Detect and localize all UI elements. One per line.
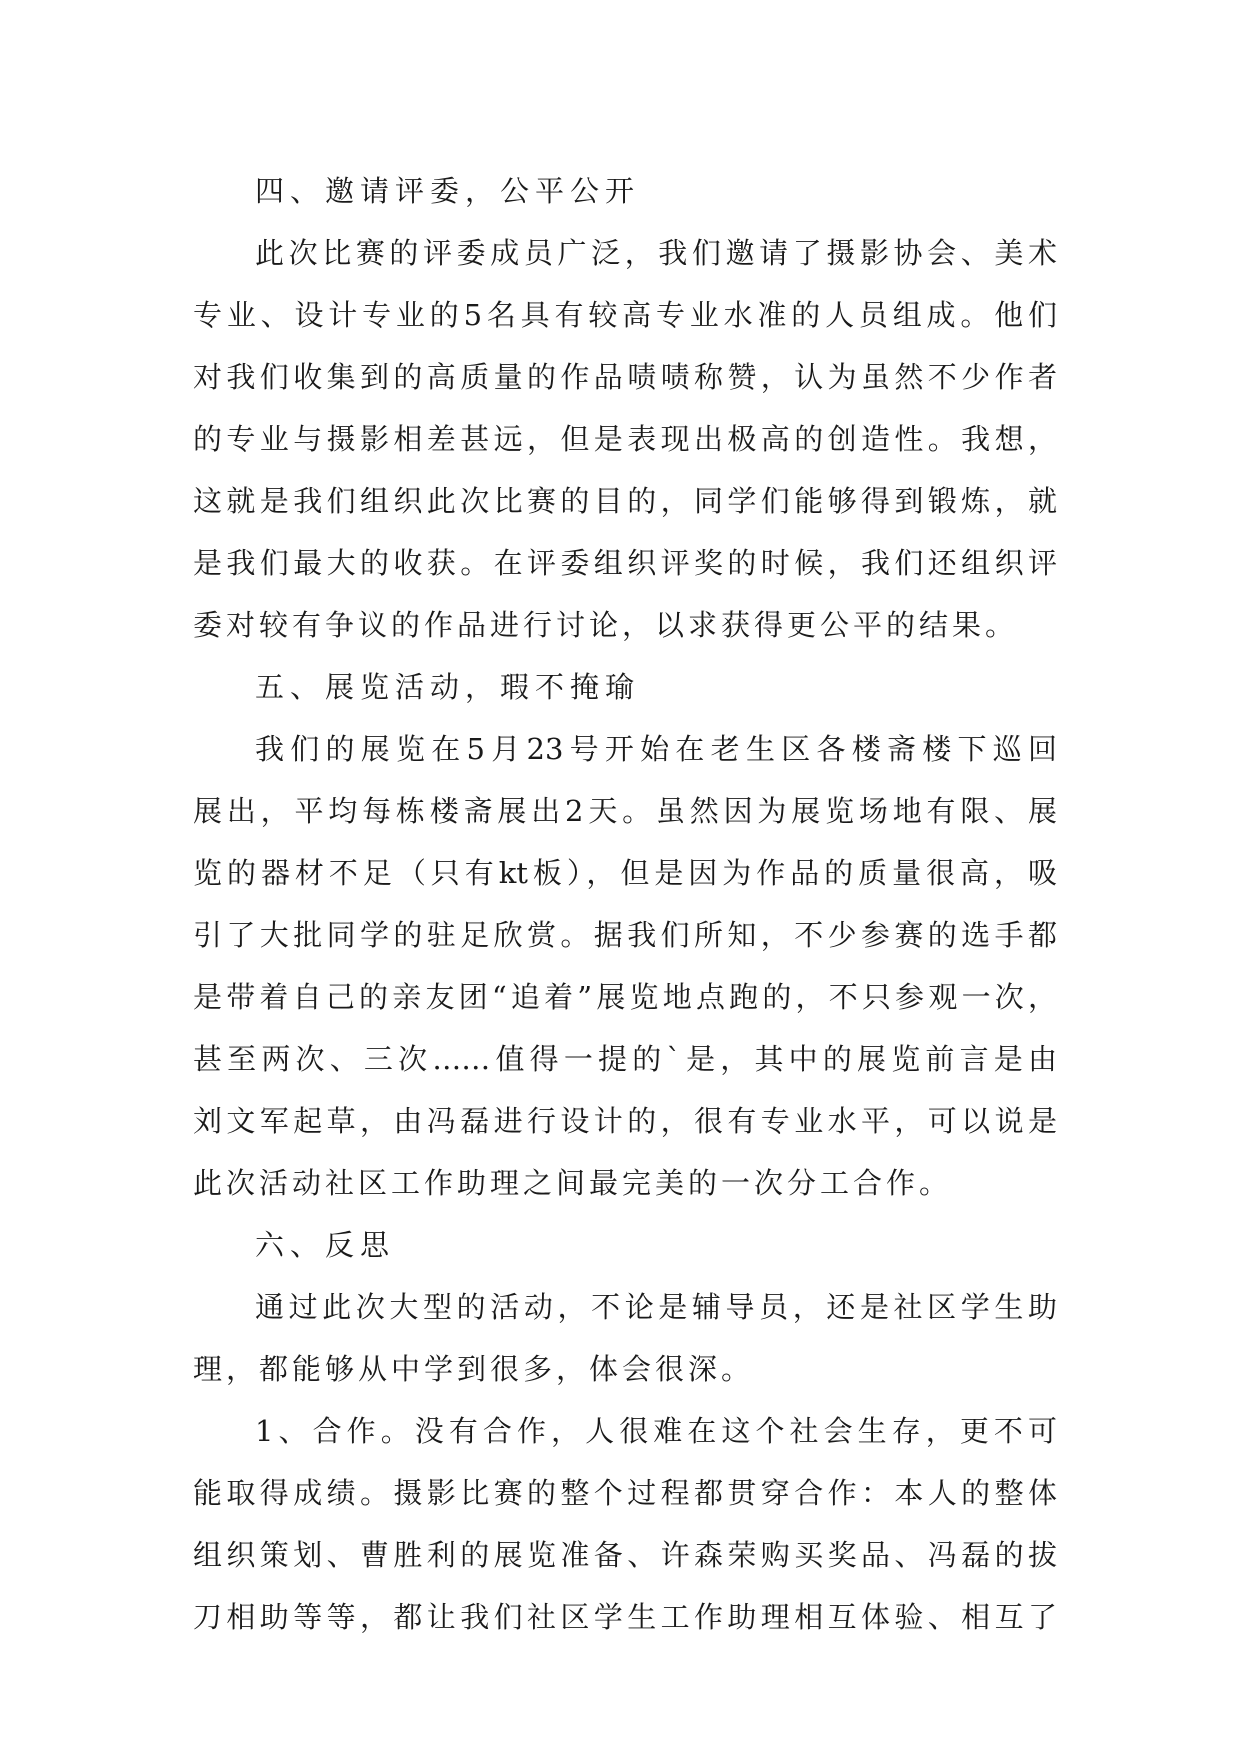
paragraph-line: 这就是我们组织此次比赛的目的，同学们能够得到锻炼，就	[193, 484, 1057, 518]
paragraph-line: 专业、设计专业的5名具有较高专业水准的人员组成。他们	[193, 298, 1057, 332]
paragraph-line: 览的器材不足（只有kt板），但是因为作品的质量很高，吸	[193, 856, 1057, 890]
paragraph-line: 是我们最大的收获。在评委组织评奖的时候，我们还组织评	[193, 546, 1057, 580]
paragraph-line: 1、合作。没有合作，人很难在这个社会生存，更不可	[255, 1414, 1057, 1448]
document-page	[193, 160, 1057, 1648]
paragraph-line: 刀相助等等，都让我们社区学生工作助理相互体验、相互了	[193, 1600, 1057, 1634]
paragraph-line: 理，都能够从中学到很多，体会很深。	[193, 1352, 755, 1386]
section-heading-5: 五、展览活动，瑕不掩瑜	[255, 670, 641, 704]
section-heading-4: 四、邀请评委，公平公开	[255, 174, 641, 208]
paragraph-line: 展出，平均每栋楼斋展出2天。虽然因为展览场地有限、展	[193, 794, 1057, 828]
paragraph-line: 组织策划、曹胜利的展览准备、许森荣购买奖品、冯磊的拔	[193, 1538, 1057, 1572]
paragraph-line: 的专业与摄影相差甚远，但是表现出极高的创造性。我想，	[193, 422, 1057, 456]
paragraph-line: 引了大批同学的驻足欣赏。据我们所知，不少参赛的选手都	[193, 918, 1057, 952]
paragraph-line: 此次活动社区工作助理之间最完美的一次分工合作。	[193, 1166, 953, 1200]
paragraph-line: 此次比赛的评委成员广泛，我们邀请了摄影协会、美术	[255, 236, 1057, 270]
paragraph-line: 我们的展览在5月23号开始在老生区各楼斋楼下巡回	[255, 732, 1057, 766]
section-heading-6: 六、反思	[255, 1228, 396, 1262]
paragraph-line: 委对较有争议的作品进行讨论，以求获得更公平的结果。	[193, 608, 1019, 642]
paragraph-line: 刘文军起草，由冯磊进行设计的，很有专业水平，可以说是	[193, 1104, 1057, 1138]
paragraph-line: 对我们收集到的高质量的作品啧啧称赞，认为虽然不少作者	[193, 360, 1057, 394]
paragraph-line: 甚至两次、三次……值得一提的`是，其中的展览前言是由	[193, 1042, 1057, 1076]
paragraph-line: 通过此次大型的活动，不论是辅导员，还是社区学生助	[255, 1290, 1057, 1324]
paragraph-line: 是带着自己的亲友团“追着”展览地点跑的，不只参观一次，	[193, 980, 1057, 1014]
paragraph-line: 能取得成绩。摄影比赛的整个过程都贯穿合作：本人的整体	[193, 1476, 1057, 1510]
